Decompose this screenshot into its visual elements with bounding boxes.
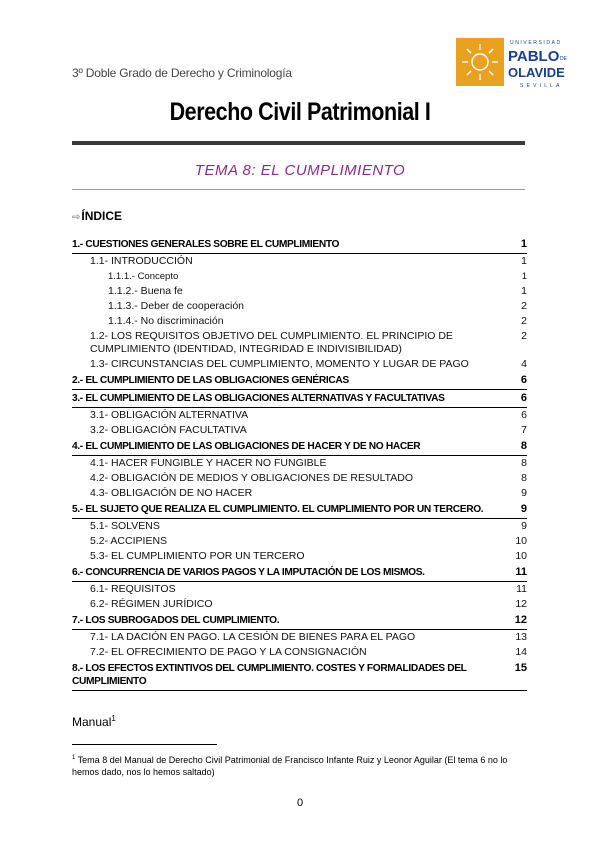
toc-entry-label: 7.2- EL OFRECIMIENTO DE PAGO Y LA CONSIGNACIÓN bbox=[90, 646, 367, 658]
toc-entry-page: 9 bbox=[521, 487, 527, 499]
footnote-marker[interactable]: 1 bbox=[111, 714, 116, 723]
toc-entry-page: 6 bbox=[520, 392, 527, 404]
toc-entry-page: 7 bbox=[521, 424, 527, 436]
toc-entry[interactable] bbox=[72, 582, 527, 597]
logo-line2: OLAVIDE bbox=[508, 65, 565, 80]
toc-entry[interactable] bbox=[72, 423, 527, 438]
toc-entry-label: 1.1.2.- Buena fe bbox=[108, 285, 183, 297]
toc-entry[interactable] bbox=[72, 645, 527, 660]
index-heading bbox=[72, 209, 122, 223]
logo-bottom-text: SEVILLA bbox=[520, 83, 563, 89]
logo-de: DE bbox=[560, 56, 567, 62]
toc-entry-page: 8 bbox=[521, 472, 527, 484]
toc-entry-label: 5.2- ACCIPIENS bbox=[90, 535, 168, 547]
title-divider bbox=[72, 141, 525, 145]
toc-entry[interactable] bbox=[72, 597, 527, 612]
toc-entry[interactable] bbox=[72, 357, 527, 372]
toc-entry[interactable] bbox=[72, 236, 527, 254]
toc-entry-page: 15 bbox=[514, 662, 527, 674]
toc-entry-page: 10 bbox=[515, 550, 527, 562]
toc-entry-label: 7.- LOS SUBROGADOS DEL CUMPLIMIENTO. bbox=[72, 615, 280, 626]
toc-entry-label: 1.1- INTRODUCCIÓN bbox=[90, 255, 193, 267]
toc-entry-label: 6.2- RÉGIMEN JURÍDICO bbox=[90, 598, 213, 610]
toc-entry[interactable] bbox=[72, 501, 527, 519]
toc-entry-label: 3.1- OBLIGACIÓN ALTERNATIVA bbox=[90, 409, 249, 421]
toc-entry-page: 10 bbox=[515, 535, 527, 547]
toc-entry-label: 5.3- EL CUMPLIMIENTO POR UN TERCERO bbox=[90, 550, 305, 562]
degree-subtitle: 3º Doble Grado de Derecho y Criminología bbox=[72, 66, 292, 80]
toc-entry-page: 8 bbox=[520, 440, 527, 452]
toc-entry-label: 7.1- LA DACIÓN EN PAGO. LA CESIÓN DE BIENES PARA EL PAGO bbox=[90, 631, 416, 643]
toc-entry[interactable] bbox=[72, 660, 527, 691]
toc-entry[interactable] bbox=[72, 564, 527, 582]
toc-entry-page: 1 bbox=[520, 238, 527, 250]
toc-entry-page: 1 bbox=[521, 271, 527, 282]
toc-entry-label: 3.2- OBLIGACIÓN FACULTATIVA bbox=[90, 424, 247, 436]
toc-entry[interactable] bbox=[72, 390, 527, 408]
toc-entry[interactable] bbox=[72, 254, 527, 269]
manual-label: Manual bbox=[72, 715, 112, 729]
toc-entry-page: 9 bbox=[521, 520, 527, 532]
footnote-number: 1 bbox=[72, 755, 76, 761]
toc-entry-page: 1 bbox=[521, 255, 527, 267]
toc-entry-page: 1 bbox=[521, 285, 527, 297]
toc-entry-page: 8 bbox=[521, 457, 527, 469]
toc-entry-page: 6 bbox=[520, 374, 527, 386]
toc-entry-page: 2 bbox=[521, 315, 527, 327]
toc-entry[interactable] bbox=[72, 534, 527, 549]
toc-entry[interactable] bbox=[72, 486, 527, 501]
toc-entry[interactable] bbox=[72, 329, 527, 357]
toc-entry[interactable] bbox=[72, 284, 527, 299]
toc-entry[interactable] bbox=[72, 471, 527, 486]
document-title: Derecho Civil Patrimonial I bbox=[169, 98, 431, 126]
toc-entry-page: 14 bbox=[515, 646, 527, 658]
topic-divider bbox=[72, 189, 525, 190]
toc-entry-label: 5.1- SOLVENS bbox=[90, 520, 160, 532]
toc-entry[interactable] bbox=[72, 408, 527, 423]
toc-entry-label: 4.2- OBLIGACIÓN DE MEDIOS Y OBLIGACIONES DE RESULTADO bbox=[90, 472, 414, 484]
toc-entry[interactable] bbox=[72, 372, 527, 390]
toc-entry-label: 1.1.1.- Concepto bbox=[108, 271, 179, 282]
logo-top-text: UNIVERSIDAD bbox=[510, 40, 562, 46]
toc-entry-label: 4.- EL CUMPLIMIENTO DE LAS OBLIGACIONES DE HACER Y DE NO HACER bbox=[72, 441, 421, 452]
topic-heading: TEMA 8: EL CUMPLIMIENTO bbox=[194, 162, 406, 179]
toc-entry-page: 13 bbox=[515, 631, 527, 643]
toc-entry-page: 11 bbox=[516, 583, 527, 595]
table-of-contents bbox=[72, 236, 527, 691]
toc-entry-page: 4 bbox=[521, 358, 527, 370]
toc-entry-label: 4.1- HACER FUNGIBLE Y HACER NO FUNGIBLE bbox=[90, 457, 327, 469]
toc-entry[interactable] bbox=[72, 314, 527, 329]
toc-entry-page: 2 bbox=[521, 330, 527, 342]
link-arrow-icon: ⇨ bbox=[72, 212, 81, 223]
university-logo bbox=[456, 36, 584, 90]
toc-entry-label: 4.3- OBLIGACIÓN DE NO HACER bbox=[90, 487, 253, 499]
footnote bbox=[72, 752, 528, 778]
toc-entry-label: 3.- EL CUMPLIMIENTO DE LAS OBLIGACIONES ALTERNATIVAS Y FACULTATIVAS bbox=[72, 393, 445, 404]
toc-entry[interactable] bbox=[72, 456, 527, 471]
toc-entry-page: 9 bbox=[520, 503, 527, 515]
toc-entry-page: 12 bbox=[515, 598, 527, 610]
toc-entry-label: 6.- CONCURRENCIA DE VARIOS PAGOS Y LA IMPUTACIÓN DE LOS MISMOS. bbox=[72, 567, 425, 578]
toc-entry-label: 2.- EL CUMPLIMIENTO DE LAS OBLIGACIONES GENÉRICAS bbox=[72, 375, 349, 386]
index-label: ÍNDICE bbox=[81, 209, 123, 223]
toc-entry-page: 12 bbox=[514, 614, 527, 626]
toc-entry-label: 8.- LOS EFECTOS EXTINTIVOS DEL CUMPLIMIENTO. COSTES Y FORMALIDADES DEL CUMPLIMIENTO bbox=[72, 663, 467, 687]
toc-entry[interactable] bbox=[72, 519, 527, 534]
toc-entry[interactable] bbox=[72, 612, 527, 630]
toc-entry[interactable] bbox=[72, 299, 527, 314]
manual-reference bbox=[72, 714, 116, 729]
toc-entry-label: 1.- CUESTIONES GENERALES SOBRE EL CUMPLIMIENTO bbox=[72, 239, 340, 250]
toc-entry-page: 6 bbox=[521, 409, 527, 421]
toc-entry[interactable] bbox=[72, 549, 527, 564]
footnote-text: Tema 8 del Manual de Derecho Civil Patrimonial de Francisco Infante Ruiz y Leonor Aguilar (El tema 6 no lo hemos dado, nos lo hemos saltado) bbox=[72, 755, 508, 777]
page-number: 0 bbox=[296, 797, 304, 809]
toc-entry-label: 6.1- REQUISITOS bbox=[90, 583, 176, 595]
footnote-divider bbox=[72, 744, 217, 745]
toc-entry[interactable] bbox=[72, 630, 527, 645]
toc-entry-label: 1.3- CIRCUNSTANCIAS DEL CUMPLIMIENTO, MOMENTO Y LUGAR DE PAGO bbox=[90, 358, 469, 370]
toc-entry-page: 2 bbox=[521, 300, 527, 312]
toc-entry[interactable] bbox=[72, 438, 527, 456]
toc-entry-label: 5.- EL SUJETO QUE REALIZA EL CUMPLIMIENTO. EL CUMPLIMIENTO POR UN TERCERO. bbox=[72, 504, 484, 515]
toc-entry-page: 11 bbox=[515, 566, 527, 578]
toc-entry-label: 1.2- LOS REQUISITOS OBJETIVO DEL CUMPLIMIENTO. EL PRINCIPIO DE CUMPLIMIENTO (IDENTIDAD, INTEGRIDAD E INDIVISIBILIDAD) bbox=[90, 330, 453, 355]
logo-line1: PABLO bbox=[508, 48, 560, 65]
toc-entry-label: 1.1.4.- No discriminación bbox=[108, 315, 224, 327]
toc-entry[interactable] bbox=[72, 269, 527, 284]
toc-entry-label: 1.1.3.- Deber de cooperación bbox=[108, 300, 245, 312]
